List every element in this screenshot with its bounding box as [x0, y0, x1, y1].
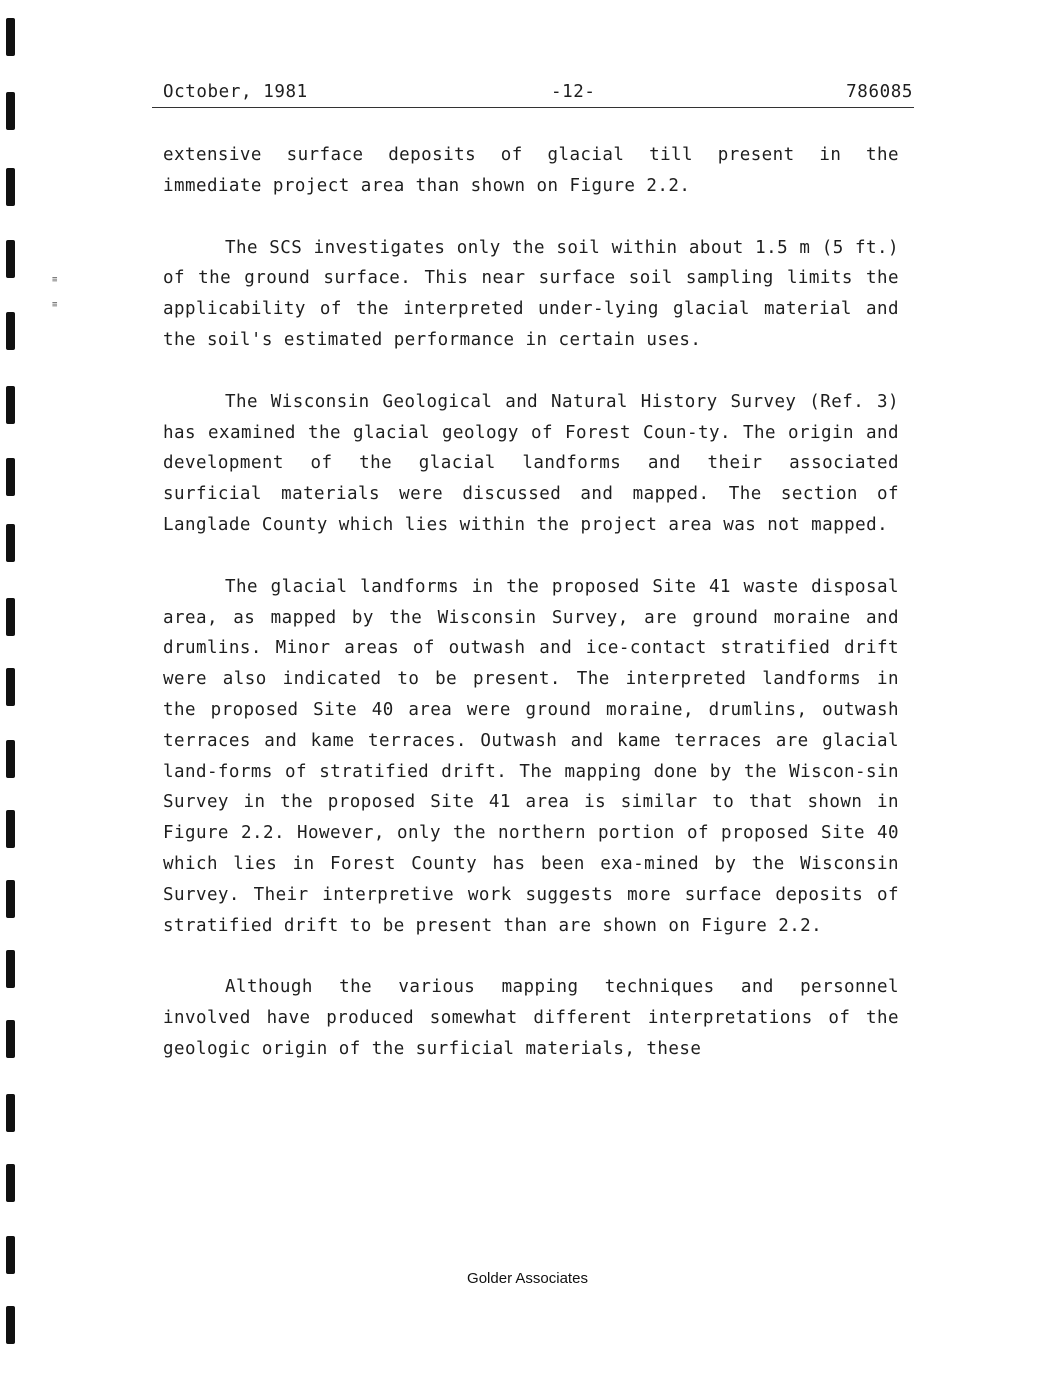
footer-company: Golder Associates [467, 1270, 588, 1287]
binder-hole [6, 312, 15, 350]
body-text [163, 140, 899, 1096]
binder-hole [6, 1020, 15, 1058]
header-rule [152, 107, 914, 108]
binder-hole [6, 950, 15, 988]
header-date: October, 1981 [163, 82, 308, 102]
paragraph-mapping-techniques: Although the various mapping techniques and personnel involved have produced somewhat different interpretations of the geologic origin of the surficial materials, these [163, 977, 899, 1059]
header-document-number: 786085 [846, 82, 913, 102]
paragraph-continuation: extensive surface deposits of glacial till present in the immediate project area than shown on Figure 2.2. [163, 145, 899, 196]
binder-hole [6, 668, 15, 706]
binder-hole [6, 18, 15, 56]
header-page-number: -12- [551, 82, 596, 102]
binder-hole [6, 598, 15, 636]
paragraph-glacial-landforms: The glacial landforms in the proposed Site 41 waste disposal area, as mapped by the Wisconsin Survey, are ground moraine and drumlins. Minor areas of outwash and ice-contact stratified drift were also indicated to be present. The interpreted landforms in the proposed Site 40 area were ground moraine, drumlins, outwash terraces and kame terraces. Outwash and kame terraces are glacial land-forms of stratified drift. The mapping done by the Wiscon-sin Survey in the proposed Site 41 area is similar to that shown in Figure 2.2. However, only the northern portion of proposed Site 40 which lies in Forest County has been exa-mined by the Wisconsin Survey. Their interpretive work suggests more surface deposits of stratified drift to be present than are shown on Figure 2.2. [163, 576, 899, 936]
binder-hole [6, 1094, 15, 1132]
page-footer [0, 1270, 1055, 1287]
binder-hole [6, 240, 15, 278]
paragraph-scs: The SCS investigates only the soil within about 1.5 m (5 ft.) of the ground surface. This near surface soil sampling limits the applicability of the interpreted under-lying glacial material and the soil's estimated performance in certain uses. [163, 237, 899, 350]
binder-hole [6, 92, 15, 130]
binder-hole [6, 1306, 15, 1344]
binder-hole [6, 168, 15, 206]
binder-hole [6, 386, 15, 424]
margin-artifact: ≡ [52, 275, 58, 285]
binder-hole [6, 458, 15, 496]
binder-hole [6, 1236, 15, 1274]
binder-hole [6, 810, 15, 848]
binder-hole [6, 524, 15, 562]
binder-hole [6, 740, 15, 778]
binder-hole [6, 880, 15, 918]
paragraph-wisconsin-survey: The Wisconsin Geological and Natural History Survey (Ref. 3) has examined the glacial geology of Forest Coun-ty. The origin and development of the glacial landforms and their associated surficial materials were discussed and mapped. The section of Langlade County which lies within the project area was not mapped. [163, 391, 899, 535]
binder-hole [6, 1164, 15, 1202]
margin-artifact: ≡ [52, 300, 58, 310]
page-header [163, 82, 913, 106]
